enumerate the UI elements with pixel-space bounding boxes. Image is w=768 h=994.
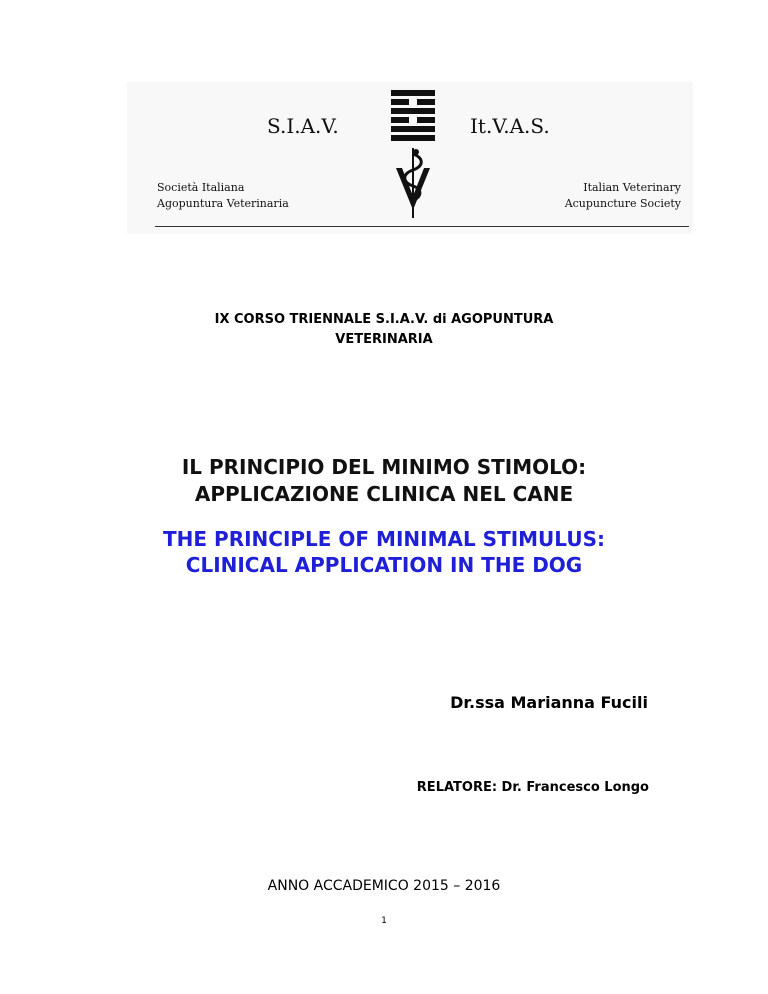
italian-society-line-1: Società Italiana <box>157 181 245 194</box>
italian-title-line-1: IL PRINCIPIO DEL MINIMO STIMOLO: <box>181 455 587 479</box>
academic-year: ANNO ACCADEMICO 2015 – 2016 <box>267 878 501 894</box>
english-society-line-1: Italian Veterinary <box>583 181 681 194</box>
author-name: Dr.ssa Marianna Fucili <box>450 693 648 712</box>
english-society-name <box>565 180 681 212</box>
page-number: 1 <box>381 916 387 926</box>
italian-society-name <box>157 180 289 212</box>
course-title-line-1: IX CORSO TRIENNALE S.I.A.V. di AGOPUNTURA <box>214 312 554 327</box>
italian-title-line-2: APPLICAZIONE CLINICA NEL CANE <box>194 482 574 506</box>
english-title-line-1: THE PRINCIPLE OF MINIMAL STIMULUS: <box>163 527 605 551</box>
header-logo-block <box>127 82 693 234</box>
course-title-line-2: VETERINARIA <box>335 332 433 347</box>
header-divider <box>155 226 689 227</box>
italian-society-line-2: Agopuntura Veterinaria <box>157 197 289 210</box>
siav-acronym: S.I.A.V. <box>267 114 339 138</box>
trigram-caduceus-emblem-icon <box>388 88 438 220</box>
itvas-acronym: It.V.A.S. <box>470 114 550 138</box>
supervisor-name: RELATORE: Dr. Francesco Longo <box>416 780 649 795</box>
english-society-line-2: Acupuncture Society <box>564 197 681 210</box>
english-title-line-2: CLINICAL APPLICATION IN THE DOG <box>185 553 583 577</box>
